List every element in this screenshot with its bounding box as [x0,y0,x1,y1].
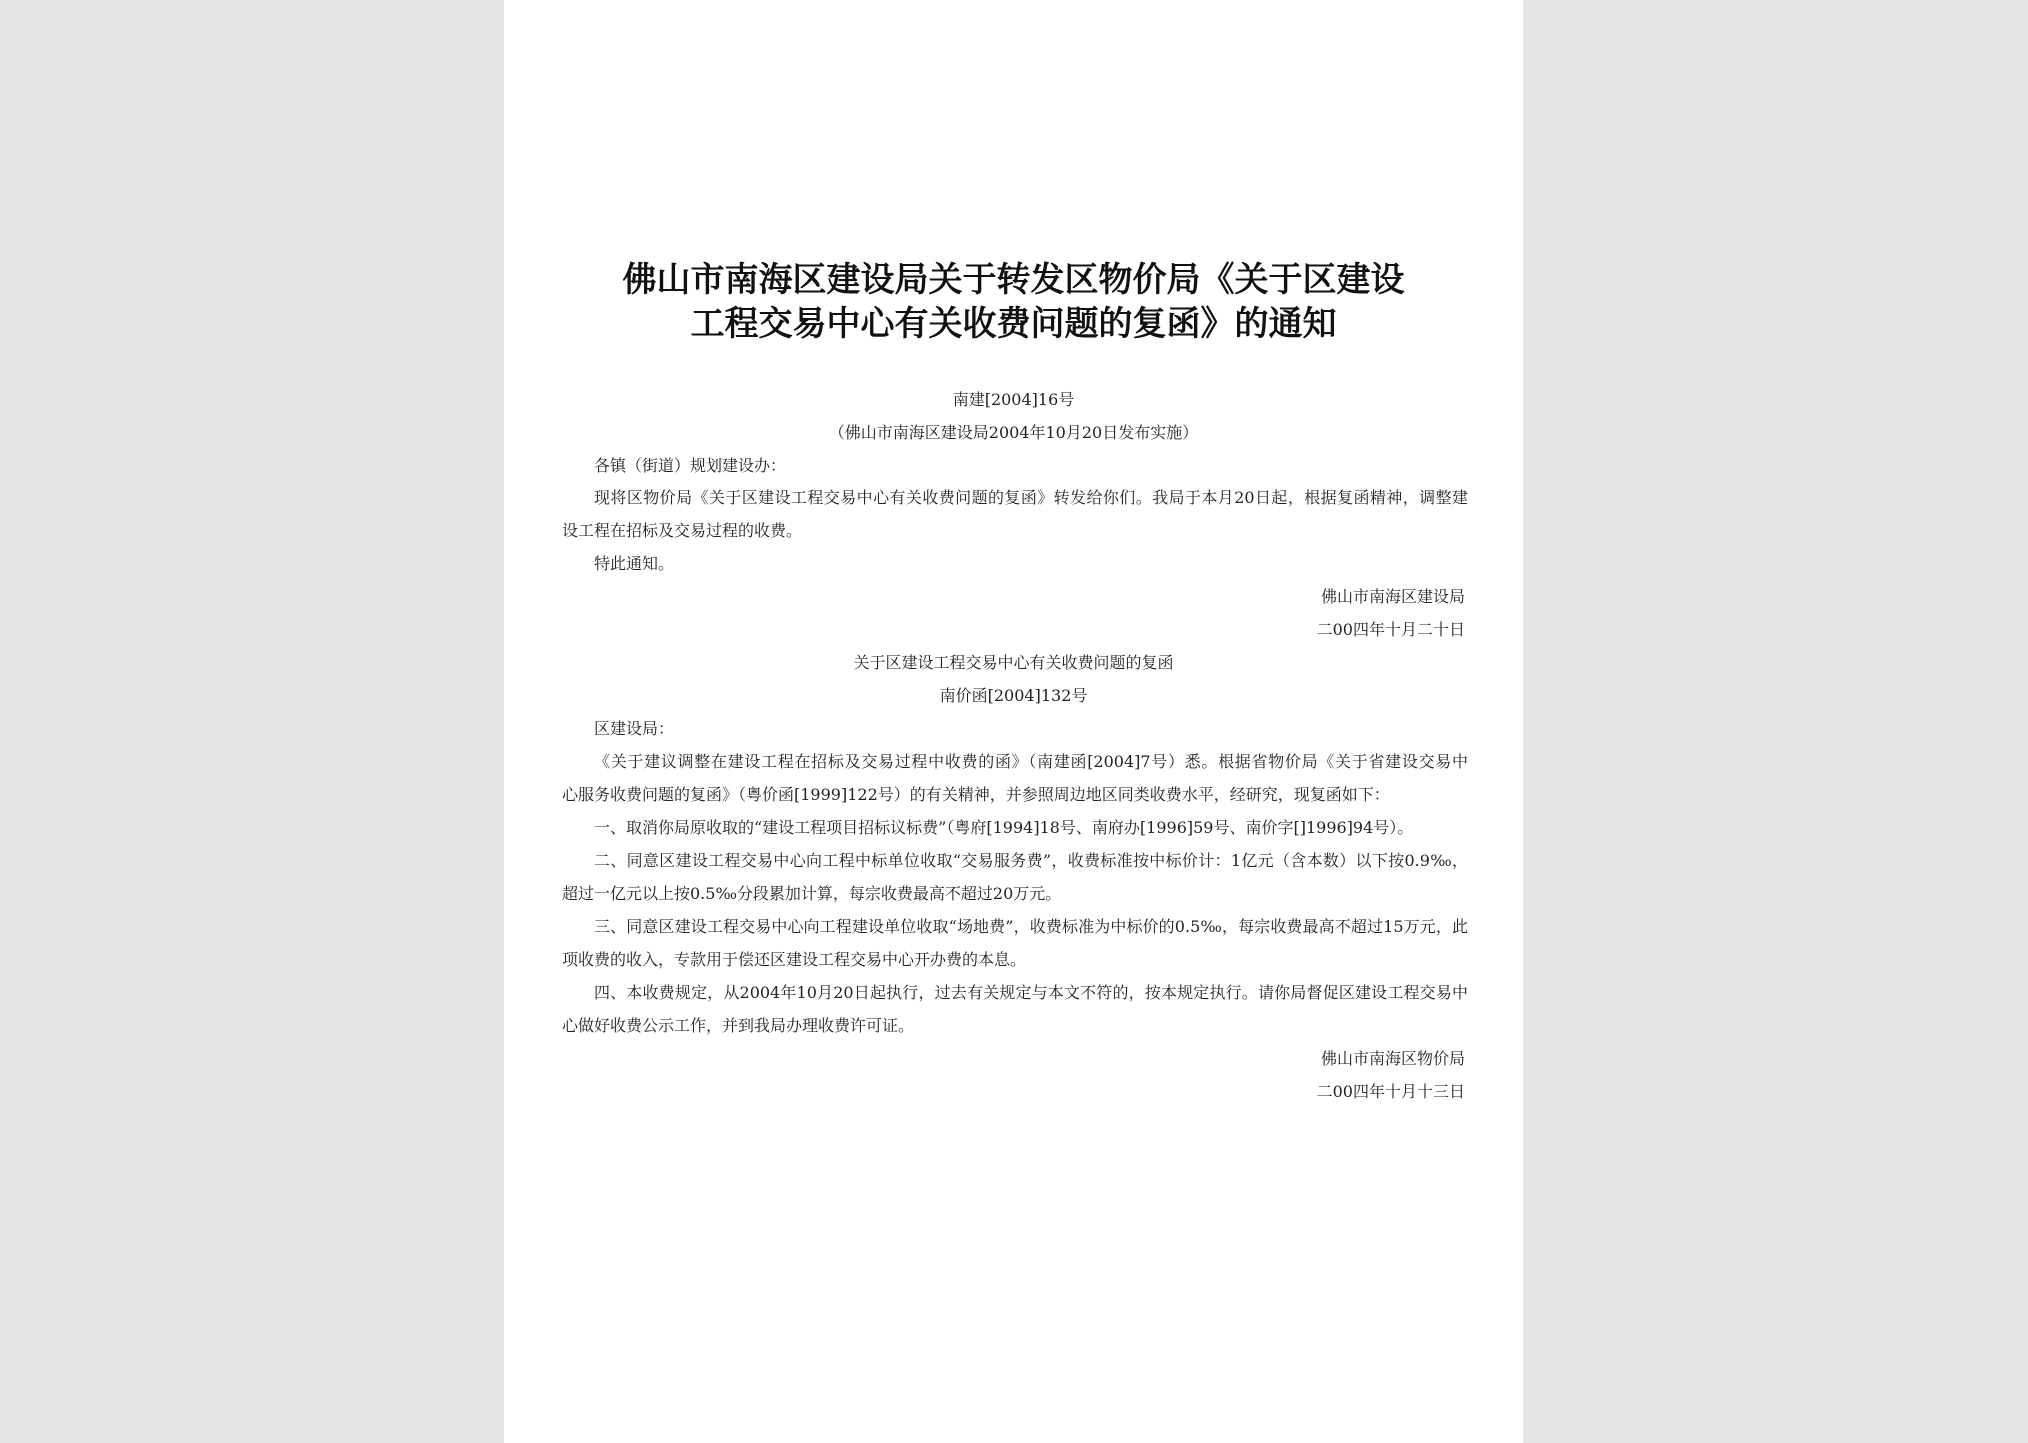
reply-title: 关于区建设工程交易中心有关收费问题的复函 [853,653,1174,672]
reply-item-2-line-2: 超过一亿元以上按0.5‰分段累加计算，每宗收费最高不超过20万元。 [562,884,1062,903]
title-line-1: 佛山市南海区建设局关于转发区物价局《关于区建设 [622,260,1405,300]
publish-note: （佛山市南海区建设局2004年10月20日发布实施） [828,423,1199,442]
document-number: 南建[2004]16号 [952,390,1075,409]
reply-number: 南价函[2004]132号 [939,686,1088,705]
reply-signature-date: 二00四年十月十三日 [1316,1082,1465,1101]
notice-closing: 特此通知。 [594,554,675,573]
notice-salutation: 各镇（街道）规划建设办： [594,456,787,475]
reply-signature-org: 佛山市南海区物价局 [1320,1049,1465,1068]
notice-signature-date: 二00四年十月二十日 [1316,620,1465,639]
reply-item-2-line-1: 二、同意区建设工程交易中心向工程中标单位收取“交易服务费”，收费标准按中标价计：1亿元（含本数）以下按0.9‰， [594,851,1468,870]
title-line-2: 工程交易中心有关收费问题的复函》的通知 [690,304,1337,344]
reply-item-4-line-2: 心做好收费公示工作，并到我局办理收费许可证。 [562,1016,915,1035]
reply-salutation: 区建设局： [594,719,675,738]
document-title [504,258,1523,346]
reply-intro-line-1: 《关于建议调整在建设工程在招标及交易过程中收费的函》（南建函[2004]7号）悉。根据省物价局《关于省建设交易中 [594,752,1468,771]
reply-item-3-line-1: 三、同意区建设工程交易中心向工程建设单位收取“场地费”，收费标准为中标价的0.5‰，每宗收费最高不超过15万元，此 [594,917,1468,936]
notice-paragraph-line-2: 设工程在招标及交易过程的收费。 [562,521,803,540]
reply-item-4-line-1: 四、本收费规定，从2004年10月20日起执行，过去有关规定与本文不符的，按本规定执行。请你局督促区建设工程交易中 [594,983,1468,1002]
reply-item-1: 一、取消你局原收取的“建设工程项目招标议标费”（粤府[1994]18号、南府办[1996]59号、南价字[]1996]94号）。 [594,818,1414,837]
notice-signature-org: 佛山市南海区建设局 [1320,587,1465,606]
notice-paragraph-line-1: 现将区物价局《关于区建设工程交易中心有关收费问题的复函》转发给你们。我局于本月20日起，根据复函精神，调整建 [594,488,1468,507]
document-page [504,0,1523,1443]
reply-item-3-line-2: 项收费的收入，专款用于偿还区建设工程交易中心开办费的本息。 [562,950,1027,969]
reply-intro-line-2: 心服务收费问题的复函》（粤价函[1999]122号）的有关精神，并参照周边地区同类收费水平，经研究，现复函如下： [562,785,1390,804]
